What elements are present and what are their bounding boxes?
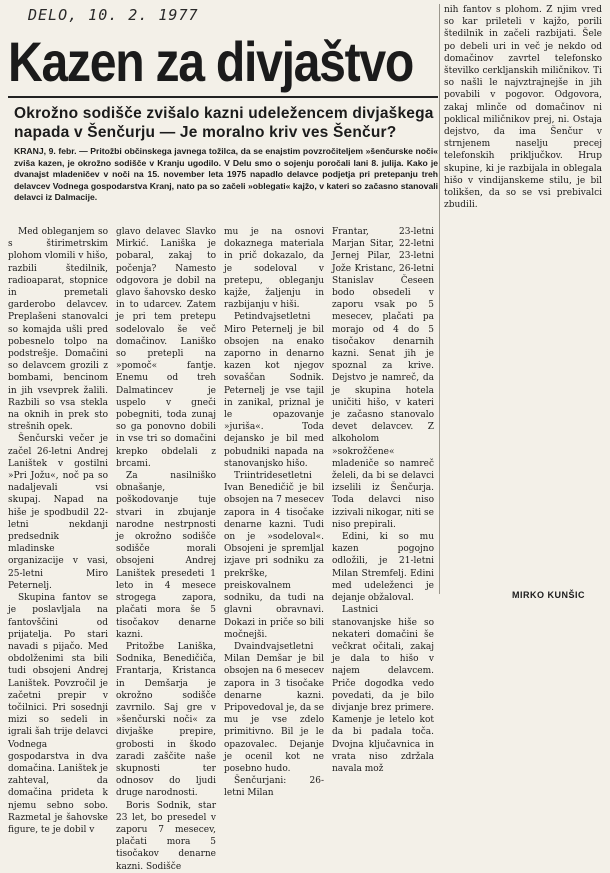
column-divider [439,4,440,594]
byline: MIRKO KUNŠIC [512,590,585,600]
headline: Kazen za divjaštvo [8,30,414,93]
paragraph: Med obleganjem so s štirimetrskim plohom vlomili v hišo, razbili štedilnik, radioaparat, stopnice in premetali garderobo delavcev. Preplašeni stanovalci so komajda ušli pred pobesnelo tolpo na podstrešje. Domačini so delavcem grozili z bombami, bencinom in jih vsevprek žalili. Razbili so vsa stekla na oknih in prek sto strešnih opek. [8,227,108,433]
paragraph: Frantar, 23-letni Marjan Sitar, 22-letni Jernej Pilar, 23-letni Jože Kristanc, 26-letni Stanislav Česeen bodo obsedeli v zaporu vsak po 5 mesecev, plačati pa morajo od 4 do 5 tisočakov denarnih kazni. Senat jih je spoznal za krive. Dejstvo je namreč, da je skupina hotela uničiti hišo, v kateri je začasno stanovalo devet delavcev. Z alkoholom »sokrožčene« mladeniče so namreč želeli, da bi se delavci izselili iz Šenčurja. Toda delavci niso izzivali nikogar, niti se niso prepirali. [332,227,434,530]
subheadline: Okrožno sodišče zvišalo kazni udeležencem divjaškega napada v Šenčurju — Je moralno kriv ves Šenčur? [14,105,434,141]
paragraph: Za nasilniško obnašanje, poškodovanje tuje stvari in zbujanje narodne nestrpnosti je okrožno sodišče sodišče morali obsojeni Andrej Laništek presedeti 1 leto in 4 mesece strogega zapora, plačati mora še 5 tisočakov denarne kazni. [116,471,216,640]
paragraph: Skupina fantov se je poslavljala na fantovščini od prijatelja. Po stari navadi s pijačo. Med obdolženimi sta bili tudi obsojeni Andrej Laništek. Povzročil je začetni prepir v točilnici. Pri sosednji mizi so sedeli in igrali šah trije delavci Vodnega gospodarstva in dva domačina. Laništek je zahteval, da domačina prideta k njemu sebno sobo. Razmetal je šahovske figure, te je dobil v [8,593,108,835]
handwritten-date-note: DELO, 10. 2. 1977 [28,6,199,24]
article-column-5 [444,4,602,586]
paragraph: mu je na osnovi dokaznega materiala in prič dokazalo, da je sodeloval v pretepu, obleganju kajže, žaljenju in razbijanju v hiši. [224,227,324,311]
paragraph: Boris Sodnik, star 23 let, bo presedel v zaporu 7 mesecev, plačati mora 5 tisočakov denarne kazni. Sodišče [116,800,216,872]
paragraph: Triintridesetletni Ivan Benedičič je bil obsojen na 7 mesecev zapora in 4 tisočake denarne kazni. Tudi on je »sodeloval«. Obsojeni je spremljal izjave pri sodniku za prekrške, preiskovalnem sodniku, da tudi na glavni obravnavi. Dokazi in priče so bili močnejši. [224,471,324,640]
paragraph: nih fantov s plohom. Z njim vred so kar prileteli v kajžo, porili štedilnik in začeli razbijati. Šele po debeli uri in več je nekdo od domačinov zavrtel telefonsko številko cerkljanskih miličnikov. Ti so našli le najvztrajnejše in jih povabili v pogovor. Odgovora, zakaj mlinče od domačinov ni poklical miličnikov prej, ni. Ostaja dejstvo, da ima Šenčur v strnjenem naselju precej telefonskih priključkov. Hrup skupine, ki je razbijala in oblegala hišo v vindijanskeme stilu, je bil tolikšen, da so se vsi prebivalci zbudili. [444,5,602,211]
paragraph: Šenčurjani: 26-letni Milan [224,776,324,799]
paragraph: Dvaindvajsetletni Milan Demšar je bil obsojen na 6 mesecev zapora in 3 tisočake denarne kazni. Pripovedoval je, da se mu je vse zdelo primitivno. Bil je le opazovalec. Dejanje je ocenil kot ne posebno hudo. [224,641,324,774]
article-column-3 [224,226,324,799]
paragraph: Šenčurski večer je začel 26-letni Andrej Laništek v gostilni »Pri Jožu«, noč pa so nadaljevali vsi skupaj. Napad na hiše je spodbudil 22-letni nekdanji predsednik mladinske organizacije v vasi, 25-letni Miro Peternelj. [8,434,108,591]
paragraph: Lastnici stanovanjske hiše so nekateri domačini še večkrat očitali, zakaj je dala to hišo v najem delavcem. Priče dogodka vedo povedati, da je bilo divjanje brez primere. Kamenje je letelo kot da bi padala toča. Dvojna ključavnica in vrata niso zdržala navala mož [332,605,434,774]
lead-paragraph: KRANJ, 9. febr. — Pritožbi občinskega javnega tožilca, da se enajstim povzročiteljem »šenčurske noči« zviša kazen, je okrožno sodišče v Kranju ugodilo. V Delu smo o sojenju poročali lani 8. julija. Kako je dvanajst mladeničev v noči na 15. november leta 1975 napadlo delavce podjetja pri pretepanju treh delavcev Vodnega gospodarstva Kranj, nato pa so začeli »oblegati« kajžo, v kateri so začasno stanovali delavci iz Dalmacije. [14,146,438,203]
headline-rule [8,96,438,98]
article-column-2 [116,226,216,872]
article-column-1 [8,226,108,835]
paragraph: Edini, ki so mu kazen pogojno odložili, je 21-letni Milan Stremfelj. Edini med udeleženci je dejanje obžaloval. [332,532,434,604]
article-column-4 [332,226,434,774]
paragraph: Pritožbe Laniška, Sodnika, Benedičiča, Frantarja, Kristanca in Demšarja je okrožno sodišče zavrnilo. Saj gre v »šenčurski noči« za divjaške prepire, grobosti in škodo zaradi zaščite naše skupnosti ter odnosov do ljudi druge narodnosti. [116,641,216,799]
paragraph: Petindvajsetletni Miro Peternelj je bil obsojen na enako zaporno in denarno kazen kot njegov sovaščan Sodnik. Peternelj je vse tajil in zanikal, priznal je le opazovanje »jurišа«. Toda dejansko je bil med pobudniki napada na stanovanjsko hišo. [224,312,324,469]
paragraph: glavo delavec Slavko Mirkić. Laniška je pobaral, zakaj to počenja? Namesto odgovora je dobil na glavo šahovsko desko in to udarcev. Zatem je pri tem pretepu sodelovalo še več domačinov. Laniško so pretepli na »pomoč« fantje. Enemu od treh Dalmatincev je uspelo v gneči pobegniti, toda zunaj so ga ponovno dobili in vse tri so domačini krepko obdelali z brcami. [116,227,216,469]
